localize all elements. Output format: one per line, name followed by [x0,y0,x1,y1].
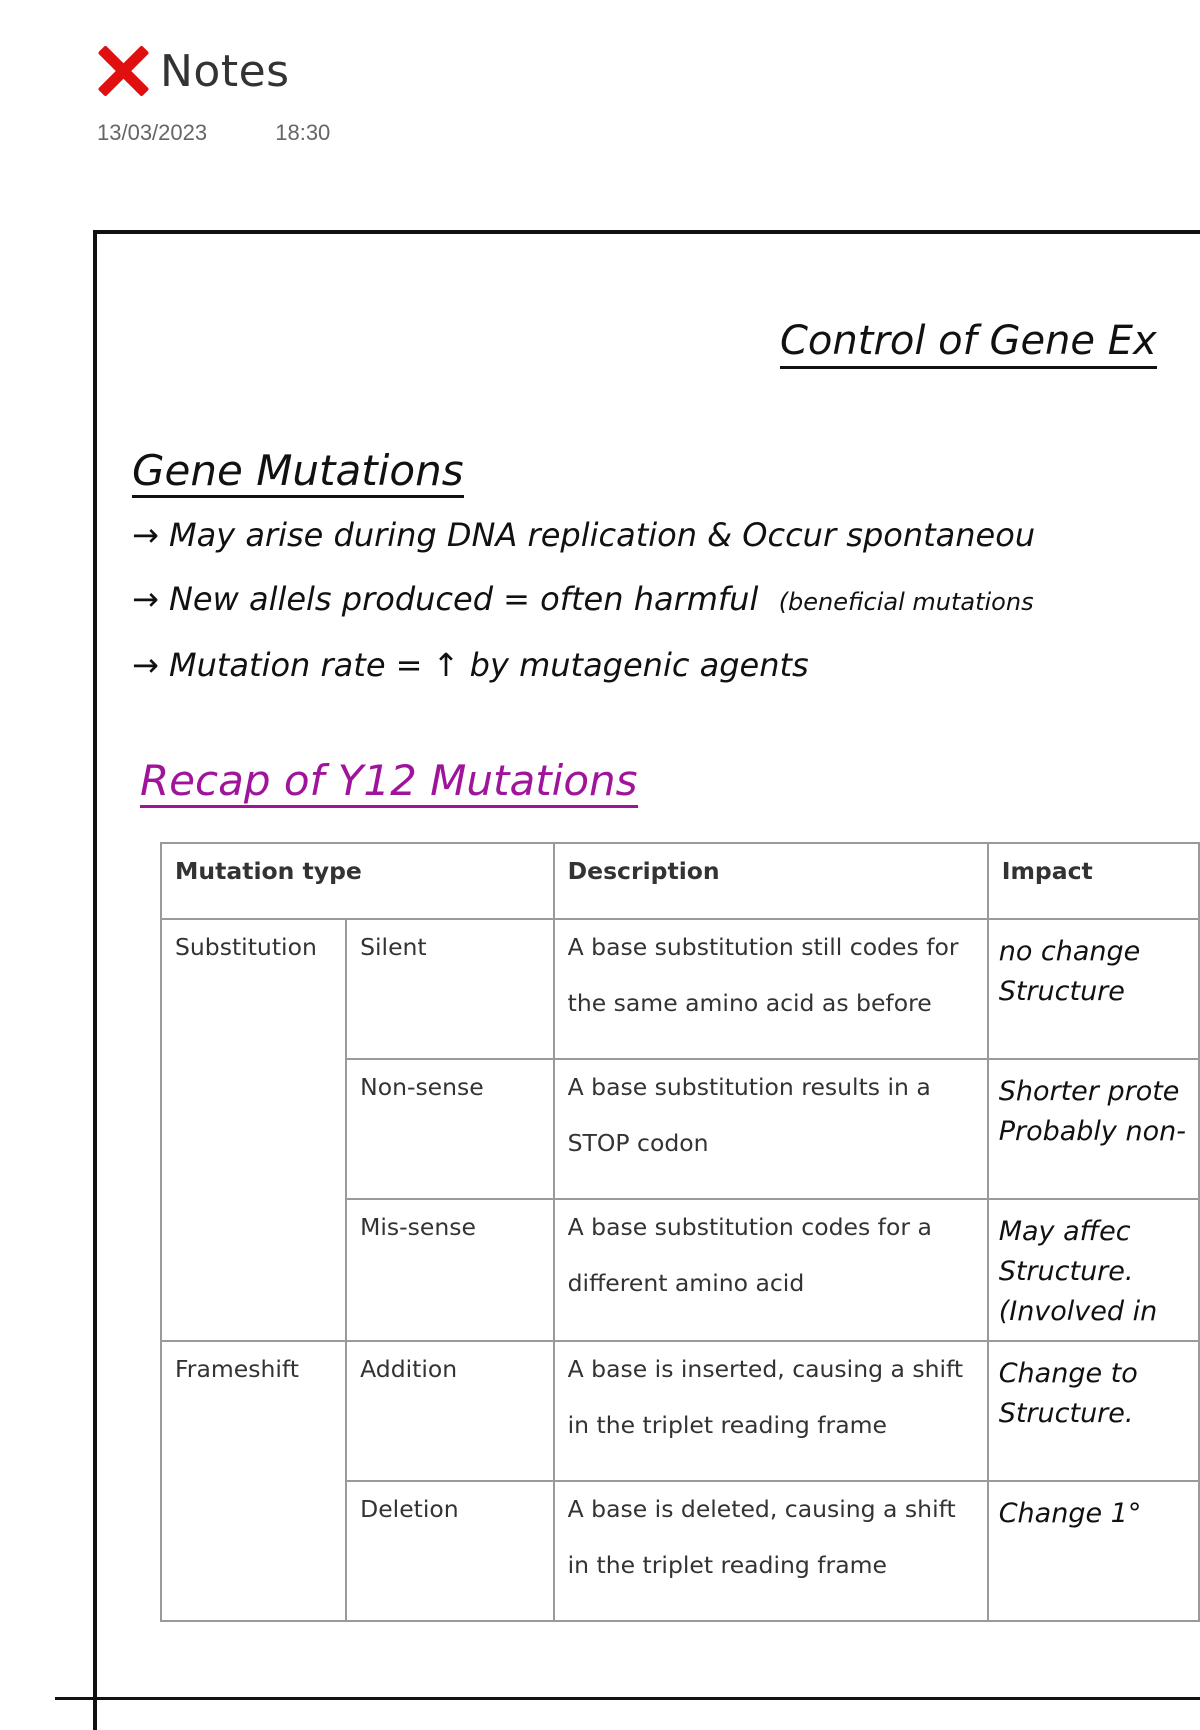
close-icon[interactable] [96,44,150,98]
mutation-type-cell: Deletion [346,1481,554,1621]
impact-line: (Involved in [998,1296,1158,1327]
description-line: STOP codon [567,1129,709,1157]
note-title: Control of Gene Ex [780,318,1157,369]
brand [96,44,290,98]
header-description: Description [554,843,988,919]
header-mutation-type: Mutation type [161,843,554,919]
mutation-type-cell: Addition [346,1341,554,1481]
description-line: A base is inserted, causing a shift [567,1355,964,1383]
impact-line: Change to [998,1358,1138,1389]
impact-cell [988,1059,1199,1199]
description-line: A base substitution codes for a [567,1213,932,1241]
impact-line: Structure. [998,1256,1134,1287]
description-cell [554,1341,988,1481]
bullet-3 [132,646,809,684]
description-cell [554,1059,988,1199]
description-line: A base substitution still codes for [567,933,959,961]
impact-cell [988,1341,1199,1481]
impact-line: Change 1° [998,1498,1142,1529]
description-cell [554,1481,988,1621]
description-line: in the triplet reading frame [567,1551,887,1579]
app-title: Notes [160,45,290,97]
table-row [161,919,1199,1059]
bullet-2 [132,580,1034,618]
bullet-3-text: → Mutation rate = ↑ by mutagenic agents [132,646,809,684]
bullet-2-aside: (beneficial mutations [778,588,1034,616]
bullet-1 [132,516,1035,554]
bullet-1-text: → May arise during DNA replication & Occur spontaneou [132,516,1036,554]
mutation-type-cell: Non-sense [346,1059,554,1199]
description-line: the same amino acid as before [567,989,932,1017]
note-meta [97,120,330,146]
description-line: A base is deleted, causing a shift [567,1495,956,1523]
table-header-row [161,843,1199,919]
section-heading-recap: Recap of Y12 Mutations [140,756,638,808]
description-cell [554,1199,988,1341]
table-row [161,1341,1199,1481]
group-substitution: Substitution [161,919,346,1341]
note-date: 13/03/2023 [97,120,208,145]
mutation-type-cell: Silent [346,919,554,1059]
impact-line: Shorter prote [998,1076,1180,1107]
group-frameshift: Frameshift [161,1341,346,1621]
section-heading-gene-mutations: Gene Mutations [132,446,464,498]
description-line: A base substitution results in a [567,1073,931,1101]
note-time: 18:30 [275,120,331,145]
header-impact: Impact [988,843,1199,919]
impact-cell [988,1481,1199,1621]
mutation-table [160,842,1200,1622]
description-cell [554,919,988,1059]
impact-line: no change [998,936,1141,967]
bullet-2-text: → New allels produced = often harmful [132,580,759,618]
impact-line: Probably non- [998,1116,1186,1147]
impact-line: Structure [998,976,1125,1007]
impact-cell [988,1199,1199,1341]
mutation-type-cell: Mis-sense [346,1199,554,1341]
app-header [96,44,290,98]
description-line: in the triplet reading frame [567,1411,887,1439]
impact-cell [988,919,1199,1059]
description-line: different amino acid [567,1269,805,1297]
impact-line: Structure. [998,1398,1134,1429]
impact-line: May affec [998,1216,1131,1247]
